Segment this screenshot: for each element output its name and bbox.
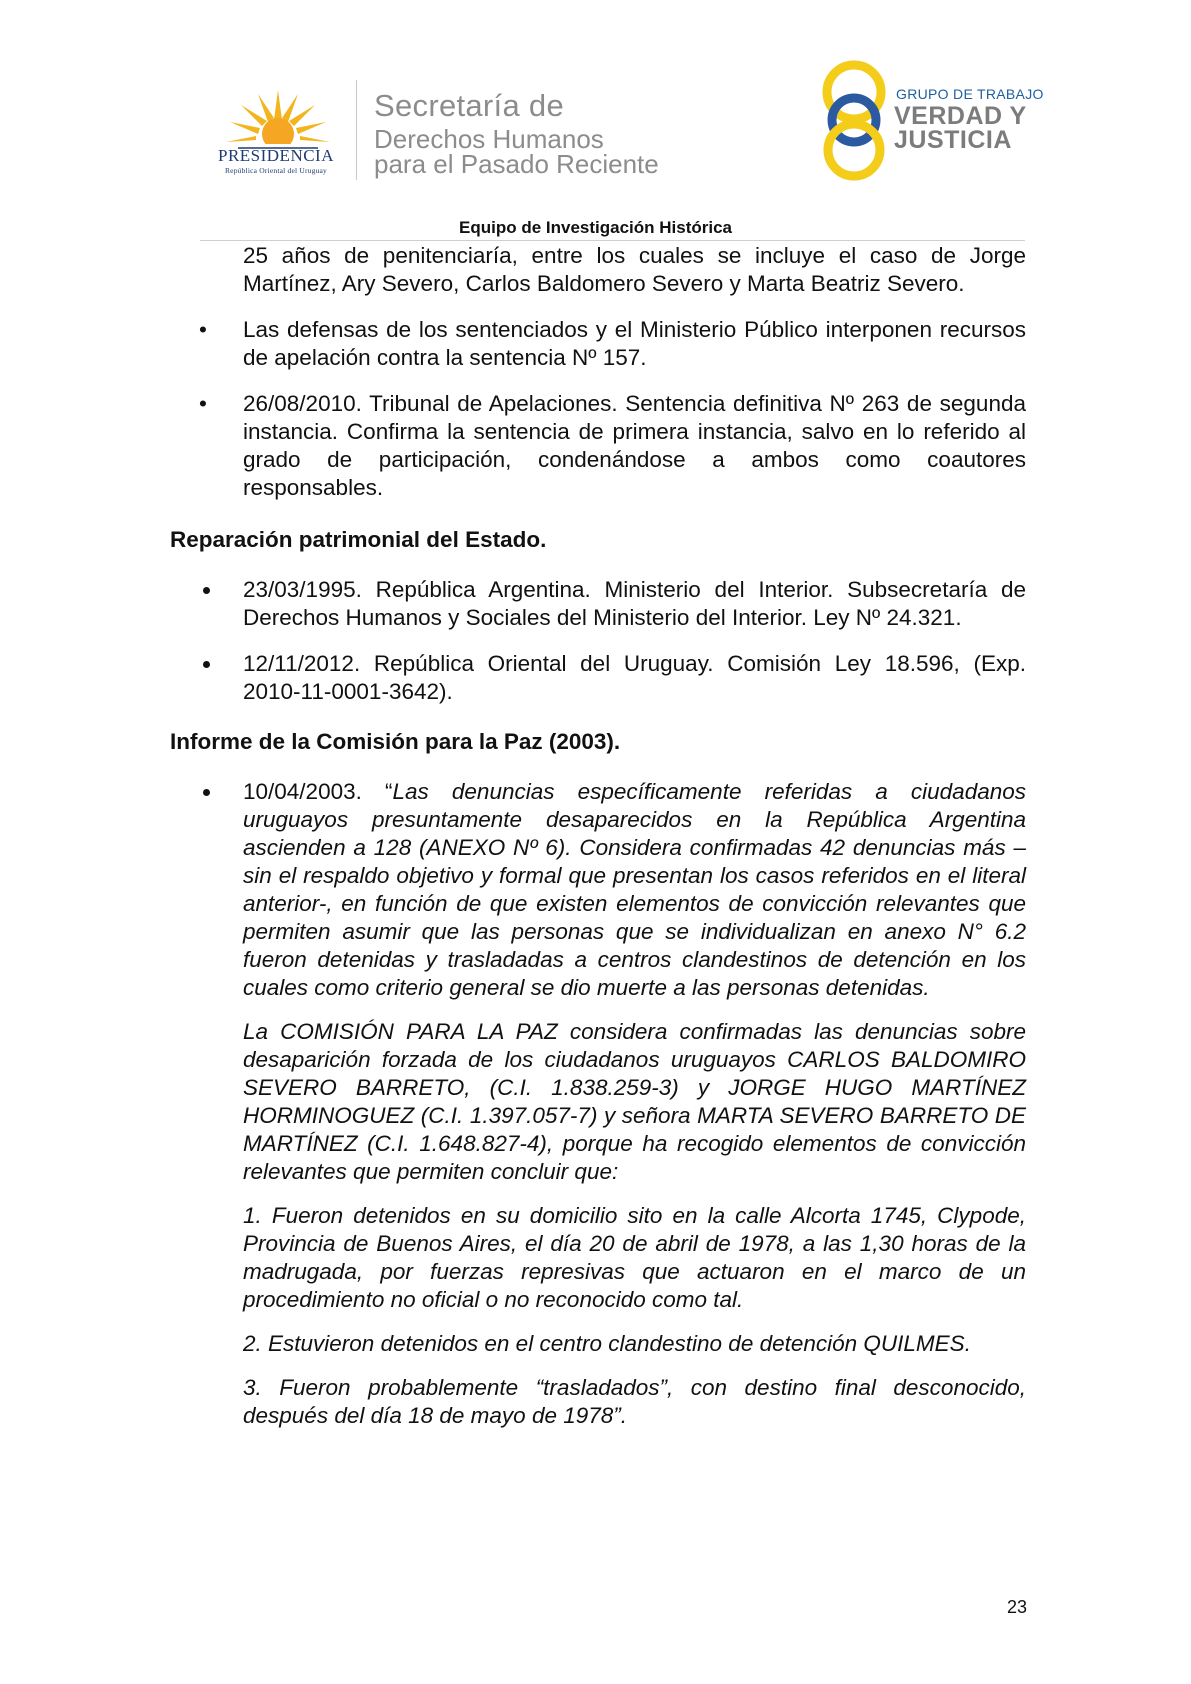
- list-item-text: Las defensas de los sentenciados y el Ministerio Público interponen recursos de apelación contra la sentencia Nº 157.: [243, 317, 1026, 370]
- quote-date: 10/04/2003. “: [243, 779, 393, 804]
- verdad-justicia-rings-logo: [818, 58, 890, 182]
- vj-title-2: JUSTICIA: [894, 126, 1012, 154]
- list-item: [243, 576, 1026, 632]
- team-title: Equipo de Investigación Histórica: [459, 218, 732, 237]
- secretaria-subtitle-1: Derechos Humanos: [374, 124, 604, 154]
- list-item: [199, 316, 1026, 372]
- bullet-icon: •: [199, 317, 207, 342]
- section-heading: Reparación patrimonial del Estado.: [170, 527, 547, 552]
- page-number: 23: [1006, 1597, 1027, 1617]
- list-item-text: 23/03/1995. República Argentina. Ministerio del Interior. Subsecretaría de Derechos Humanos y Sociales del Ministerio del Interior. Ley Nº 24.321.: [243, 577, 1026, 630]
- presidencia-wordmark: PRESIDENCIA: [217, 146, 334, 165]
- list-item: [243, 778, 1026, 1002]
- bullet-icon: [203, 661, 210, 668]
- paragraph-continuation: 25 años de penitenciaría, entre los cuales se incluye el caso de Jorge Martínez, Ary Severo, Carlos Baldomero Severo y Marta Beatriz Severo.: [243, 243, 1026, 296]
- quote-paragraph: 2. Estuvieron detenidos en el centro clandestino de detención QUILMES.: [243, 1331, 971, 1356]
- quote-paragraph: 3. Fueron probablemente “trasladados”, con destino final desconocido, después del día 18 de mayo de 1978”.: [243, 1375, 1026, 1428]
- section-heading: Informe de la Comisión para la Paz (2003).: [170, 729, 621, 754]
- secretaria-title: Secretaría de: [374, 88, 565, 123]
- page-header: [0, 0, 1191, 240]
- bullet-icon: [203, 587, 210, 594]
- quote-text: Las denuncias específicamente referidas a ciudadanos uruguayos presuntamente desaparecidos en la República Argentina ascienden a 128 (ANEXO Nº 6). Considera confirmadas 42 denuncias más –sin el respaldo objetivo y formal que presentan los casos referidos en el literal anterior-, en función de que existen elementos de convicción relevantes que permiten asumir que las personas que se individualizan en anexo N° 6.2 fueron detenidas y trasladadas a centros clandestinos de detención en los cuales como criterio general se dio muerte a las personas detenidas.: [243, 779, 1026, 1000]
- document-body: [170, 242, 1026, 1430]
- quote-paragraph: 1. Fueron detenidos en su domicilio sito en la calle Alcorta 1745, Clypode, Provincia de Buenos Aires, el día 20 de abril de 1978, a las 1,30 horas de la madrugada, por fuerzas represivas que actuaron en el marco de un procedimiento no oficial o no reconocido como tal.: [243, 1203, 1026, 1312]
- list-item-text: 26/08/2010. Tribunal de Apelaciones. Sentencia definitiva Nº 263 de segunda instancia. Confirma la sentencia de primera instancia, salvo en lo referido al grado de participación, condenándose a ambos como coautores responsables.: [243, 391, 1026, 500]
- bullet-icon: •: [199, 391, 207, 416]
- quote-paragraph: La COMISIÓN PARA LA PAZ considera confirmadas las denuncias sobre desaparición forzada de los ciudadanos uruguayos CARLOS BALDOMIRO SEVERO BARRETO, (C.I. 1.838.259-3) y JORGE HUGO MARTÍNEZ HORMINOGUEZ (C.I. 1.397.057-7) y señora MARTA SEVERO BARRETO DE MARTÍNEZ (C.I. 1.648.827-4), porque ha recogido elementos de convicción relevantes que permiten concluir que:: [243, 1019, 1026, 1184]
- vj-title-1: VERDAD Y: [894, 102, 1027, 130]
- logo-divider: [356, 80, 357, 180]
- list-item: [243, 650, 1026, 706]
- secretaria-subtitle-2: para el Pasado Reciente: [374, 149, 659, 179]
- bullet-icon: [203, 789, 210, 796]
- quote-paragraph: [243, 778, 1026, 1002]
- presidencia-subtitle: República Oriental del Uruguay: [224, 166, 327, 175]
- list-item-text: 12/11/2012. República Oriental del Uruguay. Comisión Ley 18.596, (Exp. 2010-11-0001-3642).: [243, 651, 1026, 704]
- header-rule: [200, 240, 1025, 241]
- list-item: [199, 390, 1026, 502]
- vj-group-label: GRUPO DE TRABAJO: [896, 86, 1044, 102]
